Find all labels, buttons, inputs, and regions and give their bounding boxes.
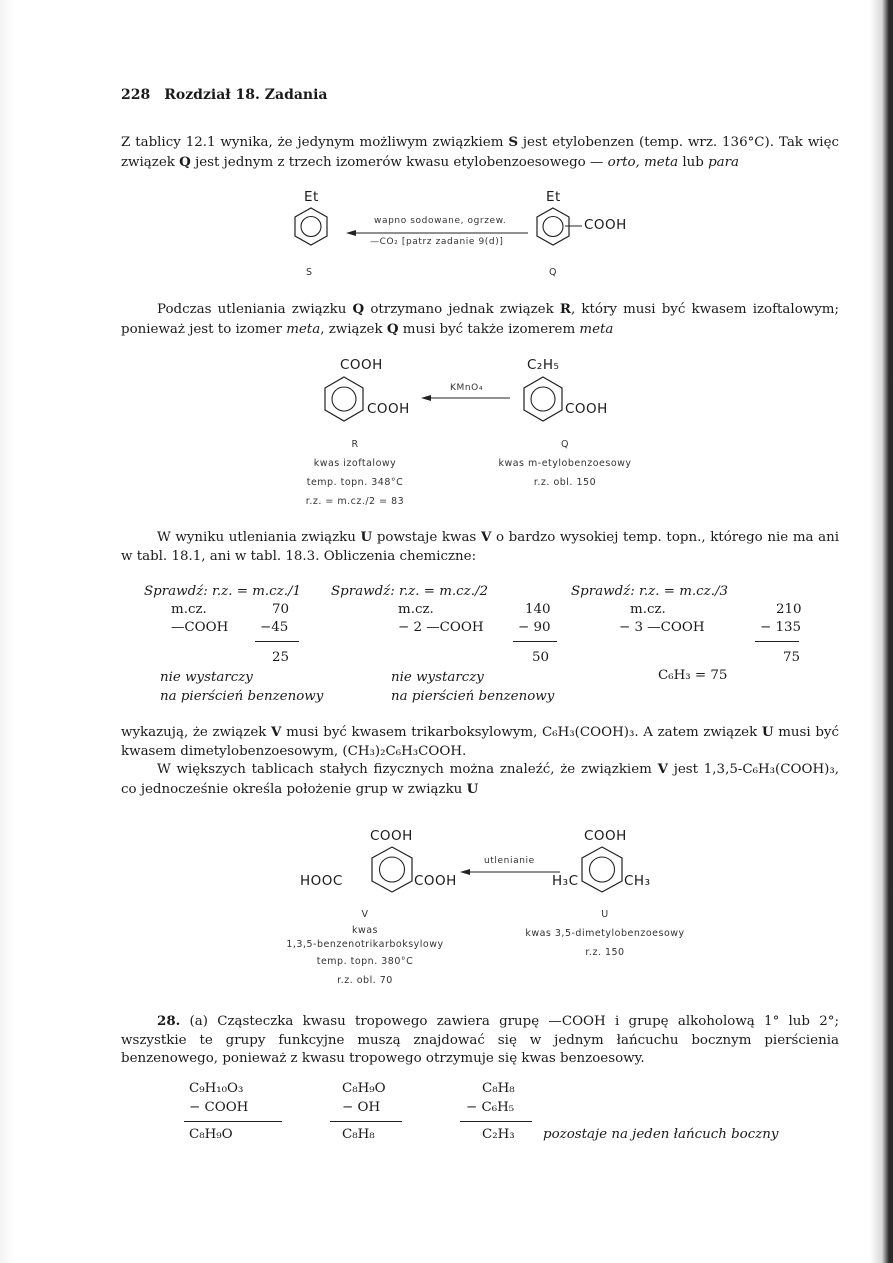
arrow-label-bottom: —CO₂ [patrz zadanie 9(d)] — [370, 237, 504, 247]
text: musi być kwasem dimetylobenzoesowym, (CH₃)₂C₆H₃COOH. — [121, 725, 839, 759]
compound-label: V — [271, 724, 282, 740]
calc-3-row1-value: 210 — [776, 602, 802, 617]
text: Z tablicy 12.1 wynika, że jedynym możliwym związkiem — [121, 135, 509, 150]
calc-3-note1: C₆H₃ = 75 — [658, 668, 728, 683]
benzene-ring-circle — [380, 857, 405, 882]
isomer-term: meta — [579, 321, 614, 337]
calc2-1-top: C₉H₁₀O₃ — [189, 1081, 244, 1096]
calc2-2-minus: − OH — [342, 1100, 381, 1115]
calc-3-result: 75 — [783, 650, 801, 665]
rule — [460, 1121, 532, 1122]
eq-u: r.z. 150 — [585, 947, 625, 958]
calc2-2-top: C₈H₉O — [342, 1081, 386, 1096]
compound-label: Q — [179, 153, 191, 170]
label-r: R — [351, 439, 359, 450]
reagent-utlenianie: utlenianie — [484, 856, 535, 866]
calc-1-row1-label: m.cz. — [171, 602, 207, 617]
substituent-methyl: H₃C — [552, 873, 579, 889]
text: jest jednym z trzech izomerów kwasu etylobenzoesowego — — [190, 154, 608, 170]
substituent-cooh: COOH — [584, 217, 627, 233]
substituent-et: Et — [546, 189, 561, 205]
calc-3-row2-value: − 135 — [760, 620, 802, 635]
arrow-label-top: wapno sodowane, ogrzew. — [374, 216, 507, 226]
calc2-1-result: C₈H₉O — [189, 1127, 233, 1142]
text: jest 1,3,5-C₆H₃(COOH)₃, co jednocześnie określa położenie grup w związku — [121, 762, 839, 797]
substituent-methyl: CH₃ — [624, 873, 651, 889]
name-q: kwas m-etylobenzoesowy — [498, 458, 632, 469]
calc-3-head: Sprawdź: r.z. = m.cz./3 — [571, 584, 729, 599]
text: (a) Cząsteczka kwasu tropowego zawiera grupę —COOH i grupę alkoholową 1° lub 2°; wszystkie te grupy funkcyjne muszą znajdować się w jednym łańcuchu bocznym pierścienia benzenowego, ponieważ z kwasu tropowego otrzymuje się kwas benzoesowy. — [121, 1014, 839, 1066]
text: , który musi być kwasem izoftalowym; ponieważ jest to izomer — [121, 302, 839, 337]
calc2-3-top: C₈H₈ — [482, 1081, 515, 1096]
calc-2-note1: nie wystarczy — [391, 670, 484, 685]
label-v: V — [361, 909, 369, 920]
calc-3-row1-label: m.cz. — [630, 602, 666, 617]
text: W wyniku utleniania związku — [157, 530, 361, 545]
benzene-ring — [582, 847, 622, 892]
compound-label: Q — [386, 320, 399, 337]
calc2-1-minus: − COOH — [189, 1100, 249, 1115]
isomer-term: para — [708, 154, 740, 170]
caption-v — [280, 905, 450, 990]
calc-1-note2: na pierścień benzenowy — [160, 689, 324, 704]
text: otrzymano jednak związek — [364, 302, 560, 317]
arrowhead — [460, 869, 470, 875]
calc2-3-minus: − C₆H₅ — [466, 1100, 515, 1115]
rule — [184, 1121, 282, 1122]
compound-label: R — [559, 301, 572, 317]
name-r: kwas izoftalowy — [313, 458, 397, 469]
compound-label: V — [657, 761, 668, 777]
substituent-et: Et — [304, 189, 319, 205]
compound-label: U — [761, 724, 774, 740]
label-q: Q — [549, 267, 557, 278]
calc-3-row2-label: − 3 —COOH — [619, 620, 705, 635]
substituent-hooc: HOOC — [300, 873, 343, 889]
calc2-3-result: C₂H₃ — [482, 1127, 515, 1142]
calc-2-note2: na pierścień benzenowy — [391, 689, 555, 704]
substituent-cooh: COOH — [367, 401, 410, 417]
eq-q: r.z. obl. 150 — [533, 477, 597, 488]
calc-2-row2-value: − 90 — [518, 620, 551, 635]
calc-1-note1: nie wystarczy — [160, 670, 253, 685]
label-s: S — [306, 267, 313, 278]
problem-28 — [121, 1012, 839, 1069]
calc-1-head: Sprawdź: r.z. = m.cz./1 — [144, 584, 302, 599]
compound-label: S — [508, 134, 518, 150]
name-v-2: 1,3,5-benzenotrikarboksylowy — [286, 939, 444, 950]
text: jest etylobenzen (temp. wrz. 136°C). Tak więc związek — [121, 135, 839, 170]
caption-u — [505, 905, 705, 962]
calc-1-row2-label: —COOH — [171, 620, 229, 635]
text: Podczas utleniania związku — [157, 302, 353, 317]
label-u: U — [601, 909, 609, 920]
text: W większych tablicach stałych fizycznych można znaleźć, że związkiem — [157, 762, 658, 777]
chapter-title: Rozdział 18. Zadania — [164, 87, 328, 103]
text: powstaje kwas — [372, 530, 481, 545]
compound-label: V — [480, 529, 492, 545]
label-q: Q — [561, 439, 569, 450]
compound-label: U — [466, 780, 479, 797]
mp-r: temp. topn. 348°C — [306, 477, 404, 488]
compound-label: U — [360, 529, 373, 545]
calc-2-row1-label: m.cz. — [398, 602, 434, 617]
substituent-cooh: COOH — [370, 828, 413, 844]
eq-v: r.z. obl. 70 — [337, 975, 393, 986]
substituent-ethyl: C₂H₅ — [527, 357, 560, 373]
reagent-kmno4: KMnO₄ — [450, 383, 484, 393]
benzene-ring-circle — [590, 857, 615, 882]
text: , związek — [320, 321, 387, 337]
name-v-1: kwas — [351, 925, 379, 936]
text: musi być także izomerem — [398, 321, 580, 337]
eq-r: r.z. = m.cz./2 = 83 — [305, 496, 405, 507]
mp-v: temp. topn. 380°C — [316, 956, 414, 967]
compound-label: Q — [352, 301, 365, 317]
text: o bardzo wysokiej temp. topn., którego nie ma ani w tabl. 18.1, ani w tabl. 18.3. Obliczenia chemiczne: — [121, 530, 840, 564]
calc-1-row1-value: 70 — [272, 602, 290, 617]
substituent-cooh: COOH — [340, 357, 383, 373]
text: lub — [678, 154, 709, 170]
isomer-terms: orto, meta — [607, 154, 679, 170]
name-u: kwas 3,5-dimetylobenzoesowy — [525, 928, 685, 939]
text: wykazują, że związek — [121, 725, 272, 740]
calc2-note: pozostaje na jeden łańcuch boczny — [543, 1127, 779, 1142]
text: musi być kwasem trikarboksylowym, C₆H₃(COOH)₃. A zatem związek — [281, 725, 762, 740]
problem-number: 28. — [157, 1013, 181, 1029]
calc-2-result: 50 — [532, 650, 550, 665]
substituent-cooh: COOH — [414, 873, 457, 889]
calc-2-row1-value: 140 — [525, 602, 551, 617]
calc-1-result: 25 — [272, 650, 290, 665]
substituent-cooh: COOH — [584, 828, 627, 844]
calc-2-head: Sprawdź: r.z. = m.cz./2 — [331, 584, 489, 599]
substituent-cooh: COOH — [565, 401, 608, 417]
calc-1-row2-value: −45 — [260, 620, 289, 635]
calc2-2-result: C₈H₈ — [342, 1127, 375, 1142]
rule — [330, 1121, 402, 1122]
calc-2-row2-label: − 2 —COOH — [398, 620, 484, 635]
isomer-term: meta — [286, 321, 321, 337]
page-number: 228 — [121, 87, 151, 103]
benzene-ring — [372, 847, 412, 892]
